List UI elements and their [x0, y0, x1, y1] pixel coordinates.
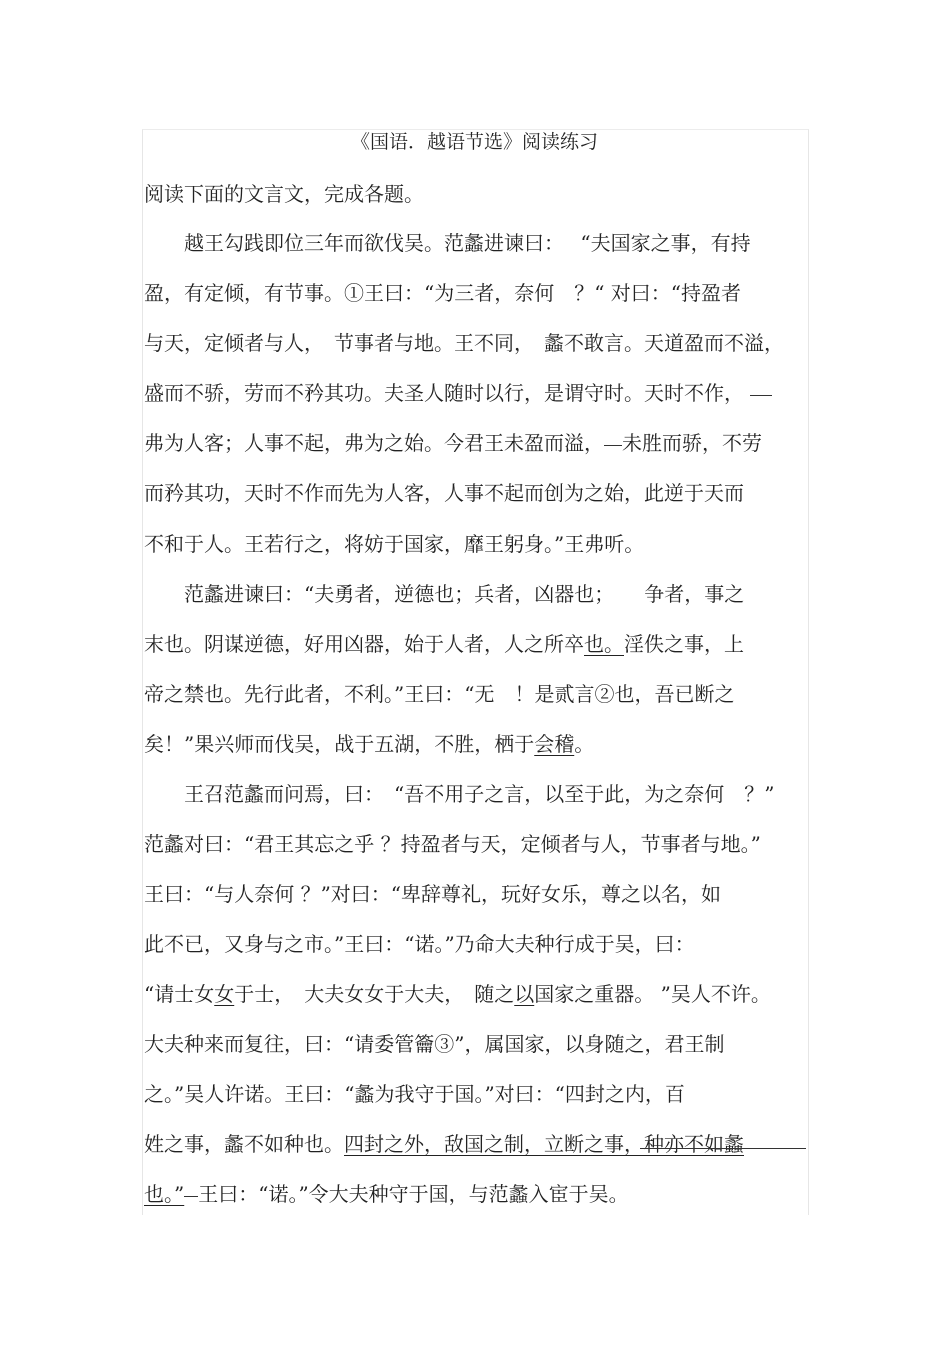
text-line — [144, 429, 762, 457]
text-line — [144, 1130, 744, 1158]
blank-mark — [750, 394, 772, 396]
text-line: 此不已，又身与之市。”王曰：“诺。”乃命大夫种行成于吴，曰： — [144, 932, 695, 956]
underlined-text: 女 — [214, 982, 235, 1006]
text-line — [144, 379, 772, 407]
underlined-text: 以 — [514, 982, 535, 1006]
text-line: 越王勾践即位三年而欲伐吴。范蠡进谏曰： “夫国家之事，有持 — [144, 231, 751, 255]
text-segment: 淫佚之事，上 — [624, 632, 744, 656]
text-line: 与天，定倾者与人， 节事者与地。王不同， 蠡不敢言。天道盈而不溢， — [144, 331, 784, 355]
blank-mark — [604, 444, 622, 446]
text-segment: 末也。阴谋逆德，好用凶器，始于人者，人之所卒 — [144, 632, 584, 656]
underlined-text: 也。” — [144, 1182, 185, 1206]
text-segment: 国家之重器。 ”吴人不许。 — [534, 982, 771, 1006]
text-line: 范蠡对曰：“君王其忘之乎 ？持盈者与天，定倾者与人，节事者与地。” — [144, 832, 761, 856]
text-segment: 王曰：“诺。”令大夫种守于国，与范蠡入宦于吴。 — [198, 1182, 629, 1206]
text-line: 之。”吴人许诺。王曰：“蠡为我守于国。”对曰：“四封之内，百 — [144, 1082, 685, 1106]
text-segment: 弗为人客；人事不起，弗为之始。今君王未盈而溢， — [144, 431, 604, 455]
text-segment: 盛而不骄，劳而不矜其功。夫圣人随时以行，是谓守时。天时不作， — [144, 381, 744, 405]
text-line: 大夫种来而复往，曰：“请委管籥③”，属国家，以身随之，君王制 — [144, 1032, 725, 1056]
text-line: 盈，有定倾，有节事。①王曰：“为三者，奈何 ？“ 对曰：“持盈者 — [144, 281, 742, 305]
text-line: 王曰：“与人奈何 ？”对曰：“卑辞尊礼，玩好女乐，尊之以名，如 — [144, 882, 722, 906]
document-title: 《国语．越语节选》阅读练习 — [350, 131, 598, 153]
text-line — [144, 1180, 629, 1208]
text-line: 王召范蠡而问焉，曰： “吾不用子之言，以至于此，为之奈何 ？” — [144, 782, 775, 806]
underline-rule — [640, 1148, 806, 1149]
text-line: 而矜其功，天时不作而先为人客，人事不起而创为之始，此逆于天而 — [144, 481, 744, 505]
text-line — [144, 980, 771, 1008]
text-line: 帝之禁也。先行此者，不利。”王曰：“无 ！是贰言②也，吾已断之 — [144, 682, 735, 706]
text-line: 不和于人。王若行之，将妨于国家，靡王躬身。”王弗听。 — [144, 532, 645, 556]
text-segment: “请士女 — [144, 982, 215, 1006]
underlined-text: 四封之外，敌国之制，立断之事，种亦不如蠡 — [344, 1132, 744, 1156]
text-line — [144, 730, 594, 758]
underlined-text: 也。 — [584, 632, 624, 656]
text-segment: 未胜而骄，不劳 — [622, 431, 762, 455]
text-segment: 矣！”果兴师而伐吴，战于五湖，不胜，栖于 — [144, 732, 535, 756]
text-segment: 姓之事，蠡不如种也。 — [144, 1132, 344, 1156]
text-segment: 。 — [574, 732, 595, 756]
text-line — [144, 630, 744, 658]
blank-mark — [184, 1195, 198, 1197]
instruction-line: 阅读下面的文言文，完成各题。 — [144, 182, 424, 206]
text-line: 范蠡进谏曰：“夫勇者，逆德也；兵者，凶器也； 争者，事之 — [144, 582, 745, 606]
underlined-text: 会稽 — [534, 732, 575, 756]
text-segment: 于士， 大夫女女于大夫， 随之 — [234, 982, 515, 1006]
